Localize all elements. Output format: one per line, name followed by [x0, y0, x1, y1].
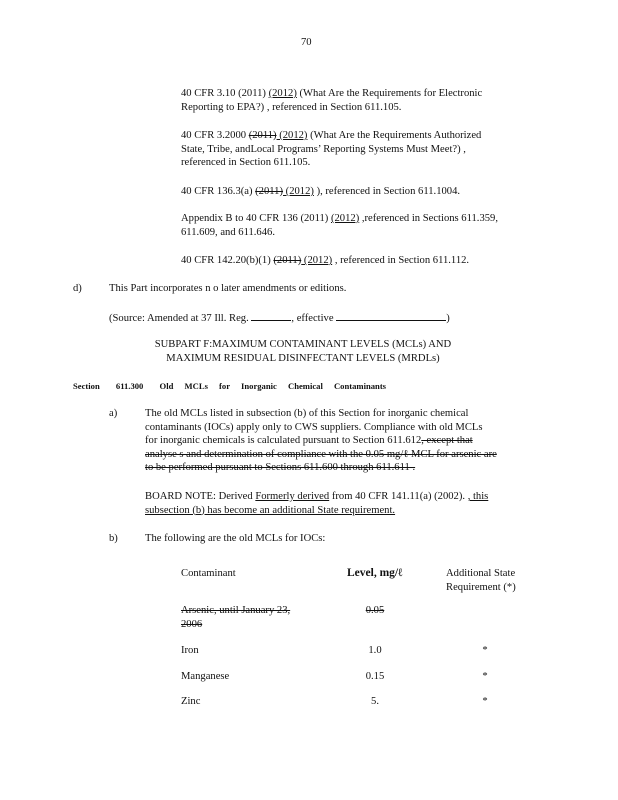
- subsection-d-label: d): [73, 283, 82, 294]
- subpart-heading-line: MAXIMUM RESIDUAL DISINFECTANT LEVELS (MRDLs): [166, 352, 440, 364]
- ref-citation: 40 CFR 3.2000: [181, 130, 249, 141]
- ref-line: referenced in Section 611.105.: [181, 157, 311, 168]
- ref-title: (What Are the Requirements for Electronic: [296, 88, 483, 99]
- table-cell-requirement: *: [482, 645, 488, 656]
- source-prefix: (Source: Amended at 37 Ill. Reg.: [109, 313, 249, 324]
- subsection-d-text: This Part incorporates n o later amendments or editions.: [109, 283, 347, 294]
- ref-line: 611.609, and 611.646.: [181, 226, 275, 238]
- ref-line: Reporting to EPA?) , referenced in Section 611.105.: [181, 101, 402, 113]
- table-cell-level: 0.15: [365, 671, 385, 682]
- inserted-year: (2012): [276, 130, 308, 141]
- subpart-heading: [120, 338, 486, 365]
- source-effective: , effective: [291, 313, 334, 324]
- inserted-year: (2012): [301, 255, 333, 266]
- subsection-a-label: a): [109, 408, 118, 419]
- table-cell-requirement: *: [482, 671, 488, 682]
- section-title: Old MCLs for Inorganic Chemical Contaminants: [159, 381, 387, 391]
- table-cell-contaminant: Manganese: [181, 671, 230, 682]
- reference-cfr-142-20: [181, 254, 469, 268]
- section-heading: [73, 380, 386, 394]
- inserted-text: Formerly derived: [255, 491, 330, 502]
- paragraph-line: The old MCLs listed in subsection (b) of this Section for inorganic chemical: [145, 408, 469, 419]
- inserted-year: (2012): [330, 213, 360, 224]
- paragraph-line: contaminants (IOCs) apply only to CWS suppliers. Compliance with old MCLs: [145, 421, 483, 433]
- register-page-blank: [251, 310, 291, 321]
- deleted-text: analyse s and determination of compliance with the 0.05 mg/ℓ MCL for arsenic are: [145, 448, 497, 460]
- board-note-prefix: BOARD NOTE: Derived: [145, 491, 256, 502]
- table-cell-contaminant: Iron: [181, 645, 199, 656]
- table-cell-contaminant: Zinc: [181, 696, 201, 707]
- subsection-a-text: [145, 407, 542, 475]
- subpart-heading-line: SUBPART F:MAXIMUM CONTAMINANT LEVELS (MCLs) AND: [154, 339, 452, 350]
- column-header-requirement: [446, 567, 516, 594]
- contaminant-name: 2006: [181, 618, 203, 630]
- deleted-year: (2011): [248, 130, 277, 141]
- reference-cfr-3-2000: [181, 129, 513, 170]
- paragraph-line: for inorganic chemicals is calculated pursuant to Section 611.612: [145, 435, 422, 446]
- source-suffix: ): [446, 313, 450, 324]
- ref-title: ,referenced in Sections 611.359,: [359, 213, 498, 224]
- inserted-text: subsection (b) has become an additional State requirement.: [145, 504, 396, 516]
- reference-cfr-3-10: [181, 87, 513, 114]
- table-cell-level: 1.0: [368, 645, 382, 656]
- deleted-year: (2011): [255, 186, 284, 197]
- ref-citation: 40 CFR 136.3(a): [181, 186, 256, 197]
- ref-title: (What Are the Requirements Authorized: [307, 130, 482, 141]
- inserted-year: (2012): [268, 88, 297, 99]
- reference-cfr-136-appendix-b: [181, 212, 513, 239]
- page-number: 70: [301, 37, 312, 48]
- deleted-text: , except that: [421, 435, 473, 446]
- inserted-year: (2012): [283, 186, 314, 197]
- board-note-citation: from 40 CFR 141.11(a) (2002).: [329, 491, 468, 502]
- table-cell-level: 5.: [371, 696, 379, 707]
- column-header-contaminant: Contaminant: [181, 568, 236, 579]
- ref-title: ), referenced in Section 611.1004.: [313, 186, 461, 197]
- subsection-b-label: b): [109, 533, 118, 544]
- section-label: Section: [73, 381, 100, 391]
- column-header-line: Additional State: [446, 568, 516, 579]
- section-number: 611.300: [115, 381, 144, 391]
- column-header-level: Level, mg/ℓ: [347, 567, 403, 579]
- ref-citation: Appendix B to 40 CFR 136 (2011): [181, 213, 331, 224]
- deleted-year: (2011): [273, 255, 302, 266]
- inserted-text: , this: [467, 491, 489, 502]
- deleted-text: to be performed pursuant to Sections 611.600 through 611.611 .: [145, 462, 416, 473]
- table-cell-contaminant: [181, 604, 305, 631]
- subsection-b-text: The following are the old MCLs for IOCs:: [145, 533, 326, 544]
- effective-date-blank: [336, 310, 446, 321]
- ref-line: State, Tribe, andLocal Programs’ Reporting Systems Must Meet?) ,: [181, 143, 466, 155]
- ref-citation: 40 CFR 142.20(b)(1): [181, 255, 274, 266]
- source-note: [109, 310, 450, 326]
- ref-citation: 40 CFR 3.10 (2011): [181, 88, 269, 99]
- ref-title: , referenced in Section 611.112.: [332, 255, 470, 266]
- reference-cfr-136-3: [181, 185, 460, 199]
- contaminant-name: Arsenic, until January 23,: [181, 605, 291, 616]
- table-cell-requirement: *: [482, 696, 488, 707]
- column-header-line: Requirement (*): [446, 581, 516, 593]
- board-note: [145, 490, 542, 517]
- table-cell-level: 0.05: [365, 605, 385, 616]
